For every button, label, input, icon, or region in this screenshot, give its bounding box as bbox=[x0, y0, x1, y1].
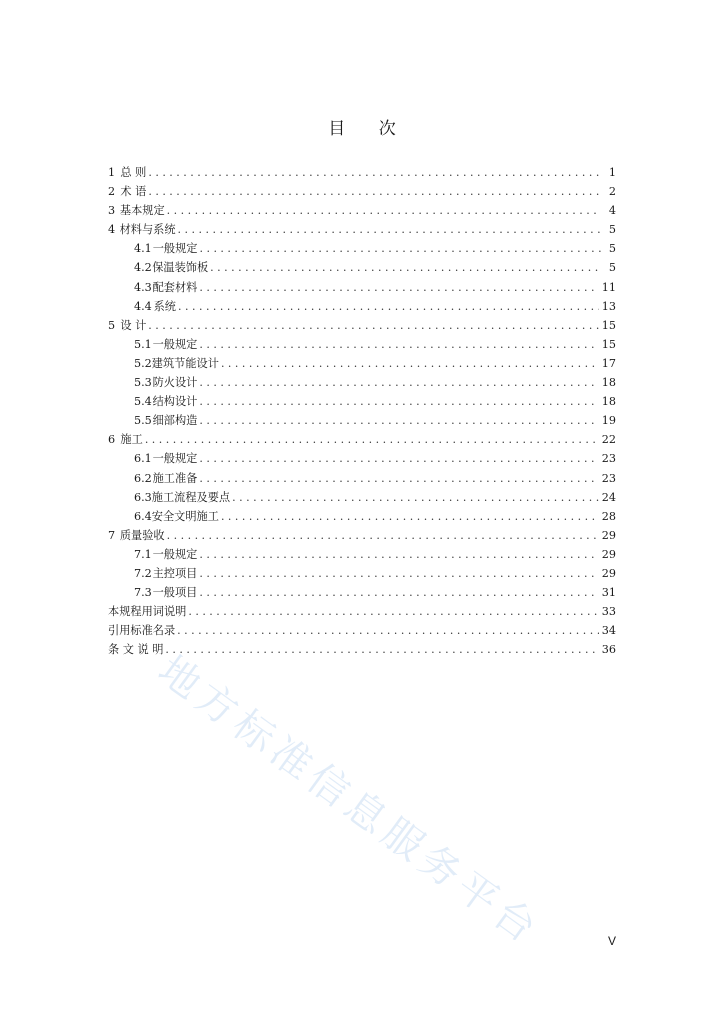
toc-entry-label: 引用标准名录 bbox=[108, 624, 176, 638]
toc-entry[interactable] bbox=[108, 546, 616, 565]
toc-entry-page: 19 bbox=[601, 414, 616, 428]
toc-entry-label: 一般规定 bbox=[152, 337, 198, 351]
dot-leader bbox=[178, 300, 599, 313]
toc-entry-number: 3 bbox=[108, 204, 116, 218]
toc-entry[interactable] bbox=[108, 508, 616, 527]
toc-entry-label: 施工准备 bbox=[152, 471, 198, 485]
toc-entry[interactable] bbox=[108, 470, 616, 489]
toc-entry-page: 29 bbox=[601, 547, 616, 561]
dot-leader bbox=[199, 242, 601, 255]
toc-entry-page: 36 bbox=[601, 643, 616, 657]
dot-leader bbox=[199, 281, 598, 294]
toc-entry[interactable] bbox=[108, 279, 616, 298]
toc-entry-page: 23 bbox=[601, 452, 616, 466]
toc-entry-number: 7.2 bbox=[134, 566, 152, 580]
toc-entry-page: 5 bbox=[608, 261, 616, 275]
dot-leader bbox=[177, 624, 599, 637]
toc-entry-page: 5 bbox=[608, 242, 616, 256]
table-of-contents bbox=[108, 164, 616, 660]
toc-entry-number: 4.3 bbox=[134, 280, 152, 294]
dot-leader bbox=[145, 433, 599, 446]
toc-entry-label: 结构设计 bbox=[152, 395, 198, 409]
toc-entry-page: 18 bbox=[601, 376, 616, 390]
toc-entry-label: 施工流程及要点 bbox=[151, 490, 231, 504]
toc-entry-label: 材料与系统 bbox=[119, 223, 176, 237]
toc-entry-label: 设 计 bbox=[120, 318, 147, 332]
toc-entry-number: 5.2 bbox=[134, 356, 152, 370]
dot-leader bbox=[221, 357, 599, 370]
toc-entry-number: 6.1 bbox=[134, 452, 152, 466]
toc-entry-label: 本规程用词说明 bbox=[108, 605, 187, 619]
dot-leader bbox=[210, 261, 601, 274]
toc-entry-page: 1 bbox=[608, 166, 616, 179]
toc-entry-number: 1 bbox=[108, 166, 116, 179]
toc-entry[interactable] bbox=[108, 431, 616, 450]
toc-entry-label: 建筑节能设计 bbox=[151, 356, 219, 370]
toc-entry-page: 29 bbox=[601, 528, 616, 542]
toc-entry-number: 4.1 bbox=[134, 242, 152, 256]
toc-entry-page: 4 bbox=[608, 204, 616, 218]
dot-leader bbox=[199, 586, 598, 599]
toc-entry-label: 保温装饰板 bbox=[152, 261, 209, 275]
page-number: V bbox=[607, 934, 616, 948]
toc-entry[interactable] bbox=[108, 374, 616, 393]
toc-entry-label: 基本规定 bbox=[119, 204, 165, 218]
toc-entry[interactable] bbox=[108, 317, 616, 336]
toc-entry-number: 4.4 bbox=[134, 299, 152, 313]
toc-entry[interactable] bbox=[108, 565, 616, 584]
toc-entry-label: 细部构造 bbox=[152, 414, 198, 428]
toc-entry-page: 18 bbox=[601, 395, 616, 409]
dot-leader bbox=[199, 567, 598, 580]
dot-leader bbox=[165, 643, 598, 656]
dot-leader bbox=[199, 376, 598, 389]
dot-leader bbox=[199, 548, 598, 561]
toc-entry-label: 安全文明施工 bbox=[151, 509, 219, 523]
toc-entry-label: 防火设计 bbox=[152, 376, 198, 390]
dot-leader bbox=[199, 338, 598, 351]
toc-entry[interactable] bbox=[108, 336, 616, 355]
dot-leader bbox=[199, 472, 598, 485]
toc-entry[interactable] bbox=[108, 489, 616, 508]
toc-entry-label: 质量验收 bbox=[119, 528, 165, 542]
toc-entry-number: 4.2 bbox=[134, 261, 152, 275]
toc-entry-number: 7 bbox=[108, 528, 116, 542]
toc-entry-page: 24 bbox=[601, 490, 616, 504]
toc-entry-page: 28 bbox=[601, 509, 616, 523]
dot-leader bbox=[188, 605, 598, 618]
toc-entry[interactable] bbox=[108, 412, 616, 431]
toc-entry-page: 17 bbox=[601, 356, 616, 370]
dot-leader bbox=[221, 510, 599, 523]
dot-leader bbox=[167, 529, 599, 542]
toc-entry-number: 5.1 bbox=[134, 337, 152, 351]
toc-entry[interactable] bbox=[108, 527, 616, 546]
toc-entry[interactable] bbox=[108, 393, 616, 412]
toc-entry-label: 主控项目 bbox=[152, 566, 198, 580]
toc-entry[interactable] bbox=[108, 221, 616, 240]
toc-entry-label: 一般项目 bbox=[152, 586, 198, 600]
toc-entry[interactable] bbox=[108, 183, 616, 202]
dot-leader bbox=[167, 204, 601, 217]
toc-entry-label: 配套材料 bbox=[152, 280, 198, 294]
page-title: 目 次 bbox=[328, 119, 410, 139]
dot-leader bbox=[148, 185, 601, 198]
watermark: 地方标准信息服务平台 bbox=[149, 647, 549, 955]
toc-entry[interactable] bbox=[108, 641, 616, 660]
toc-entry-page: 5 bbox=[608, 223, 616, 237]
dot-leader bbox=[199, 414, 598, 427]
toc-entry-label: 系统 bbox=[153, 299, 176, 313]
toc-entry[interactable] bbox=[108, 622, 616, 641]
toc-entry-label: 总 则 bbox=[120, 166, 147, 179]
toc-entry[interactable] bbox=[108, 603, 616, 622]
toc-entry-number: 7.1 bbox=[134, 547, 152, 561]
toc-entry[interactable] bbox=[108, 298, 616, 317]
toc-entry-number: 5 bbox=[108, 318, 116, 332]
toc-entry-page: 2 bbox=[608, 185, 616, 199]
toc-entry-number: 6.2 bbox=[134, 471, 152, 485]
toc-entry[interactable] bbox=[108, 259, 616, 278]
toc-entry[interactable] bbox=[108, 240, 616, 259]
toc-entry-number: 5.5 bbox=[134, 414, 152, 428]
toc-entry-number: 6.4 bbox=[134, 509, 152, 523]
toc-entry-number: 4 bbox=[108, 223, 116, 237]
dot-leader bbox=[232, 491, 599, 504]
toc-entry-page: 31 bbox=[601, 586, 616, 600]
toc-entry-number: 6 bbox=[108, 433, 116, 447]
toc-entry-number: 5.4 bbox=[134, 395, 152, 409]
dot-leader bbox=[148, 319, 598, 332]
toc-entry-page: 11 bbox=[601, 280, 616, 294]
toc-entry-label: 一般规定 bbox=[152, 547, 198, 561]
toc-entry-page: 15 bbox=[601, 337, 616, 351]
toc-entry-label: 条 文 说 明 bbox=[108, 643, 164, 657]
toc-entry-number: 5.3 bbox=[134, 376, 152, 390]
toc-entry-page: 15 bbox=[601, 318, 616, 332]
toc-entry-label: 一般规定 bbox=[152, 242, 198, 256]
toc-entry[interactable] bbox=[108, 164, 616, 183]
toc-entry-page: 23 bbox=[601, 471, 616, 485]
toc-entry-page: 33 bbox=[601, 605, 616, 619]
toc-entry-page: 22 bbox=[601, 433, 616, 447]
toc-entry-page: 13 bbox=[601, 299, 616, 313]
toc-entry-label: 术 语 bbox=[120, 185, 147, 199]
dot-leader bbox=[199, 452, 598, 465]
toc-entry-page: 34 bbox=[601, 624, 616, 638]
toc-entry-number: 2 bbox=[108, 185, 116, 199]
dot-leader bbox=[178, 223, 601, 236]
toc-entry[interactable] bbox=[108, 355, 616, 374]
toc-entry[interactable] bbox=[108, 584, 616, 603]
dot-leader bbox=[199, 395, 598, 408]
toc-entry-number: 6.3 bbox=[134, 490, 152, 504]
toc-entry-page: 29 bbox=[601, 566, 616, 580]
toc-entry-label: 施工 bbox=[120, 433, 143, 447]
toc-entry[interactable] bbox=[108, 202, 616, 221]
toc-entry[interactable] bbox=[108, 450, 616, 469]
dot-leader bbox=[148, 166, 601, 179]
toc-entry-number: 7.3 bbox=[134, 586, 152, 600]
toc-entry-label: 一般规定 bbox=[152, 452, 198, 466]
